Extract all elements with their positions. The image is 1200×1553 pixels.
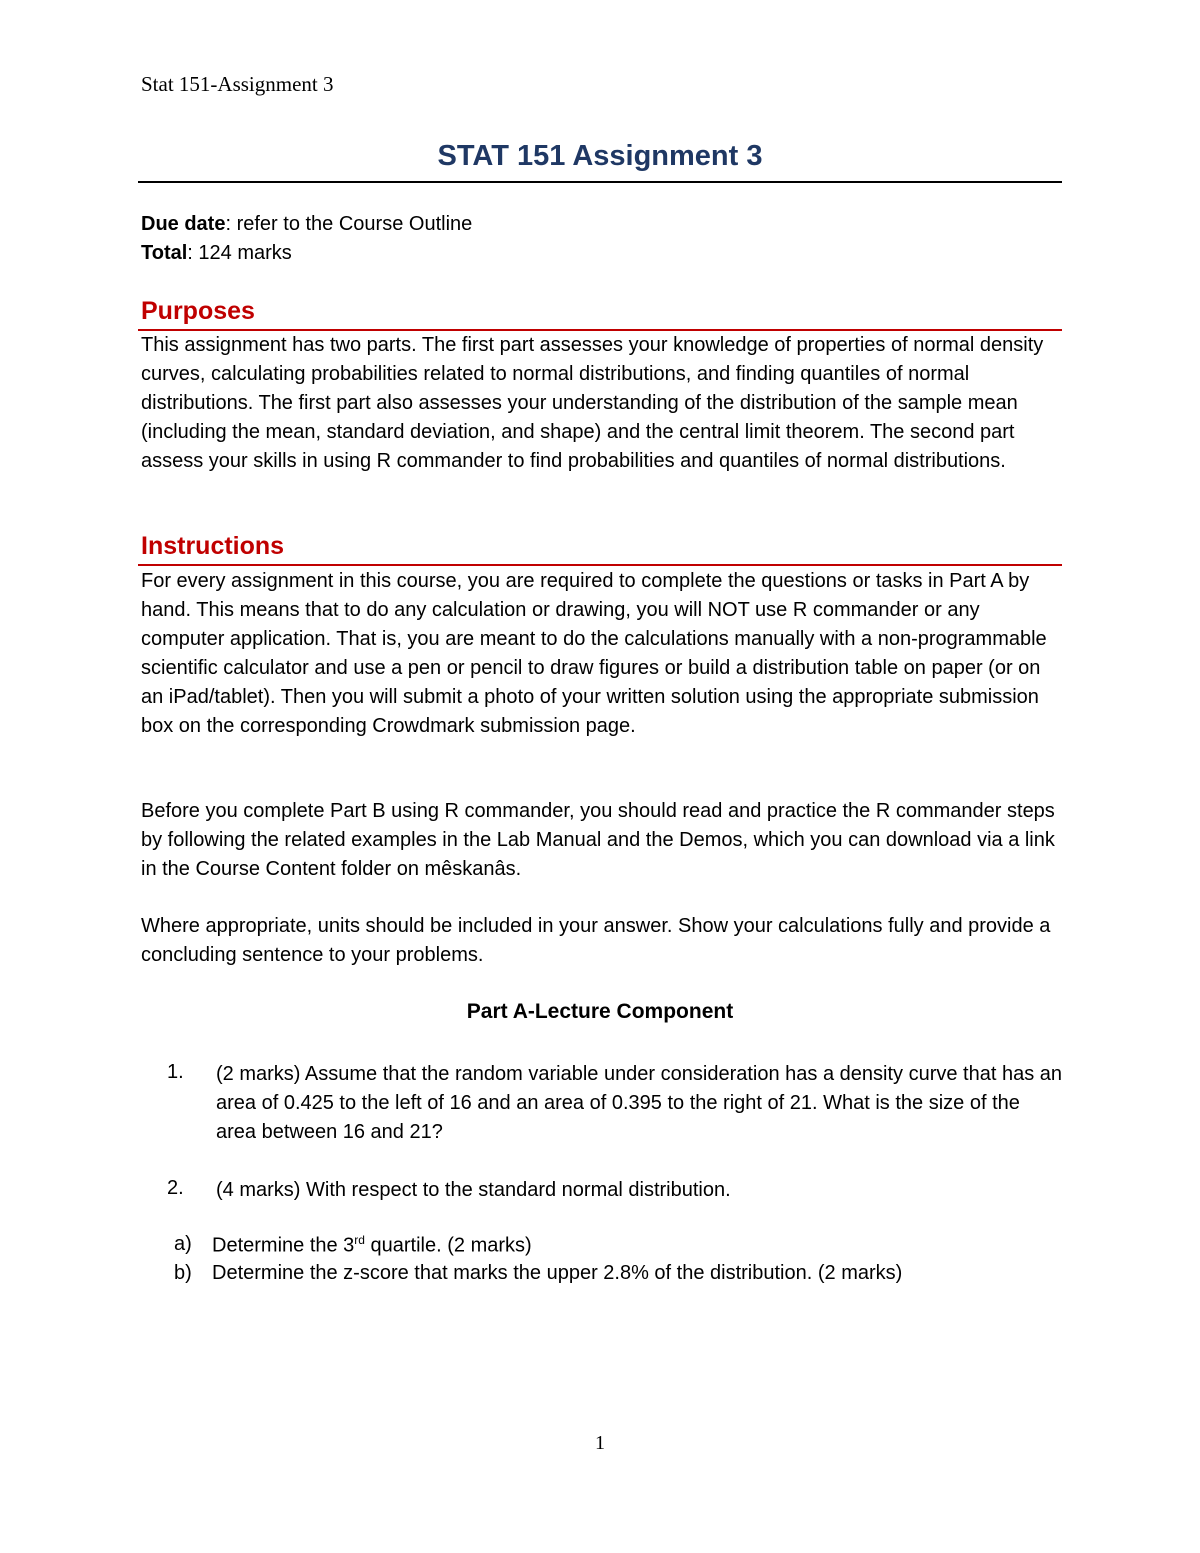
running-header: Stat 151-Assignment 3 [141,72,334,96]
purposes-heading: Purposes [141,297,255,325]
purposes-text: This assignment has two parts. The first part assesses your knowledge of properties of normal density curves, calculating probabilities related to normal distributions, and finding quantiles of normal distributions. The first part also assesses your understanding of the distribution of the sample mean (including the mean, standard deviation, and shape) and the central limit theorem. The second part assess your skills in using R commander to find probabilities and quantiles of normal distributions. [141,334,1044,472]
question-2a-pre: Determine the 3 [212,1234,355,1257]
question-1-text: (2 marks) Assume that the random variable under consideration has a density curve that has an area of 0.425 to the left of 16 and an area of 0.395 to the right of 21. What is the size of the area between 16 and 21? [216,1063,1063,1143]
total-value: : 124 marks [187,242,292,264]
total-line [141,239,472,268]
question-2a-text [212,1233,532,1258]
instructions-paragraph-2: Before you complete Part B using R commander, you should read and practice the R commander steps by following the related examples in the Lab Manual and the Demos, which you can download via a link in the Course Content folder on mêskanâs. [141,800,1055,880]
document-title: STAT 151 Assignment 3 [437,140,763,172]
question-1-number: 1. [167,1061,184,1083]
due-date-value: : refer to the Course Outline [225,213,473,235]
question-2b-text: Determine the z-score that marks the upper 2.8% of the distribution. (2 marks) [212,1262,903,1284]
page-number: 1 [595,1432,605,1454]
question-2-text: (4 marks) With respect to the standard normal distribution. [216,1179,731,1201]
question-2a-sup: rd [354,1233,365,1247]
question-2b-letter: b) [174,1262,192,1284]
instructions-paragraph-3: Where appropriate, units should be included in your answer. Show your calculations fully and provide a concluding sentence to your problems. [141,915,1051,966]
total-label: Total [141,242,188,264]
instructions-rule [138,564,1062,566]
instructions-paragraph-1: For every assignment in this course, you are required to complete the questions or tasks in Part A by hand. This means that to do any calculation or drawing, you will NOT use R commander or any computer application. That is, you are meant to do the calculations manually with a non-programmable scientific calculator and use a pen or pencil to draw figures or build a distribution table on paper (or on an iPad/tablet). Then you will submit a photo of your written solution using the appropriate submission box on the corresponding Crowdmark submission page. [141,570,1047,737]
question-2-number: 2. [167,1177,184,1199]
instructions-heading: Instructions [141,532,285,560]
part-a-heading: Part A-Lecture Component [466,1000,734,1023]
assignment-meta [141,210,472,268]
due-date-line [141,210,472,239]
question-2a-letter: a) [174,1233,192,1255]
question-2a-post: quartile. (2 marks) [364,1234,532,1257]
title-rule [138,181,1062,183]
due-date-label: Due date [141,213,226,235]
